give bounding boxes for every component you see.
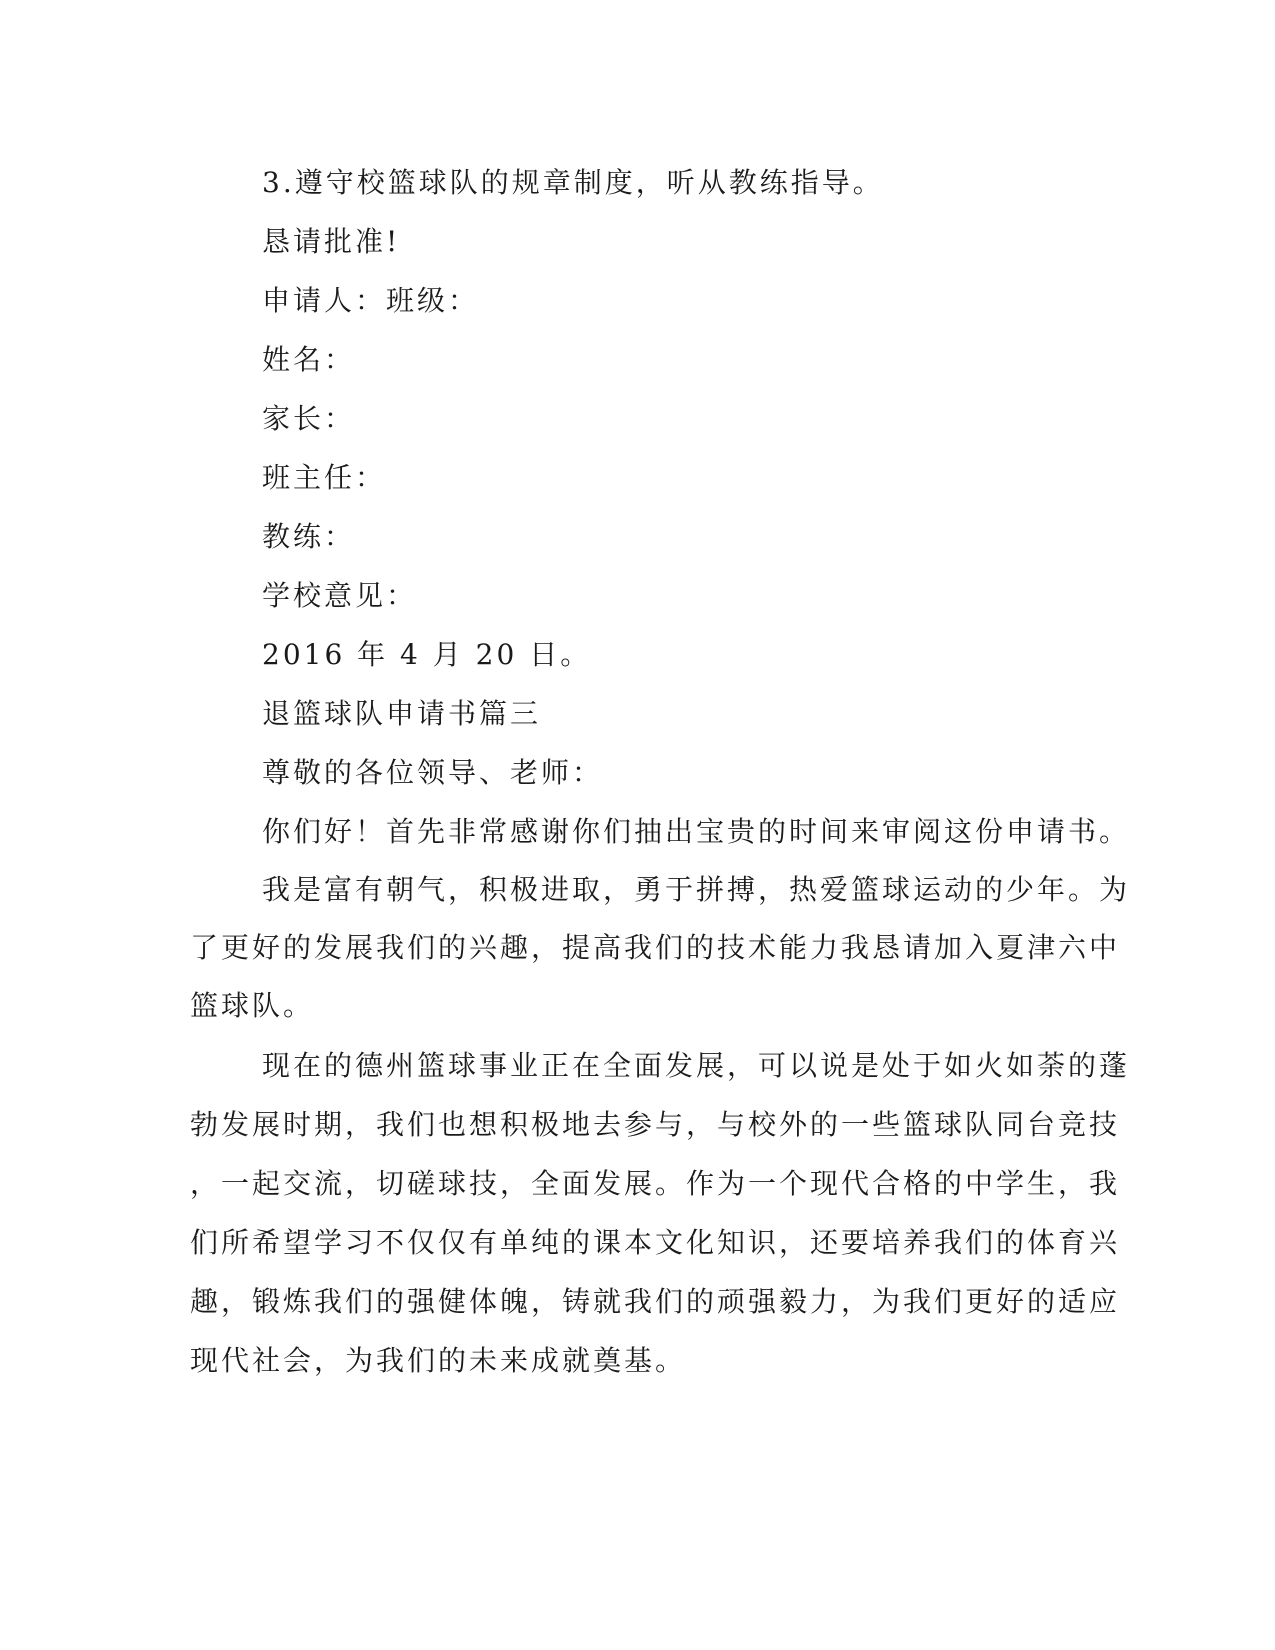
paragraph-1-line-1: 我是富有朝气，积极进取，勇于拼搏，热爱篮球运动的少年。为 bbox=[262, 873, 1131, 906]
text-line-coach: 教练： bbox=[262, 520, 356, 553]
text-line-greeting: 你们好！首先非常感谢你们抽出宝贵的时间来审阅这份申请书。 bbox=[262, 815, 1131, 848]
text-line-date: 2016 年 4 月 20 日。 bbox=[262, 638, 592, 671]
text-line-class-teacher: 班主任： bbox=[262, 461, 387, 494]
paragraph-1-line-2: 了更好的发展我们的兴趣，提高我们的技术能力我恳请加入夏津六中 bbox=[190, 931, 1121, 964]
text-line-request: 恳请批准! bbox=[262, 225, 401, 258]
paragraph-2-line-6: 现代社会，为我们的未来成就奠基。 bbox=[190, 1344, 687, 1377]
paragraph-2-line-4: 们所希望学习不仅仅有单纯的课本文化知识，还要培养我们的体育兴 bbox=[190, 1226, 1121, 1259]
text-line-rule-3: 3.遵守校篮球队的规章制度，听从教练指导。 bbox=[262, 166, 884, 199]
text-line-salutation: 尊敬的各位领导、老师： bbox=[262, 756, 604, 789]
paragraph-2-line-3: ，一起交流，切磋球技，全面发展。作为一个现代合格的中学生，我 bbox=[190, 1167, 1121, 1200]
paragraph-2-line-5: 趣，锻炼我们的强健体魄，铸就我们的顽强毅力，为我们更好的适应 bbox=[190, 1285, 1121, 1318]
text-line-parent: 家长： bbox=[262, 402, 356, 435]
paragraph-2-line-2: 勃发展时期，我们也想积极地去参与，与校外的一些篮球队同台竞技 bbox=[190, 1108, 1121, 1141]
section-heading: 退篮球队申请书篇三 bbox=[262, 697, 542, 730]
text-line-school-opinion: 学校意见： bbox=[262, 579, 418, 612]
text-line-applicant-class: 申请人：班级： bbox=[262, 284, 480, 317]
paragraph-2-line-1: 现在的德州篮球事业正在全面发展，可以说是处于如火如荼的蓬 bbox=[262, 1049, 1131, 1082]
paragraph-1-line-3: 篮球队。 bbox=[190, 989, 315, 1022]
text-line-name: 姓名： bbox=[262, 343, 356, 376]
